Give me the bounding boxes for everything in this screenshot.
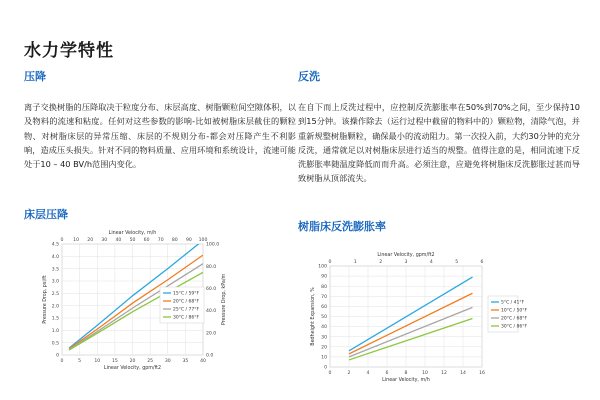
backwash-paragraph: 在自下而上反洗过程中，应控制反洗膨胀率在50%到70%之间，至少保持10到15分钟。该操作除去（运行过程中截留的物料中的）颗粒物，清除气泡，并重新规整树脂颗粒，确保最小的流动阻力。第一次投入前，大约30分钟的充分反洗，通常就足以对树脂床层进行适当的规整。值得注意的是，相同流速下反洗膨胀率随温度降低而而升高。必须注意，应避免将树脂床反洗膨胀过甚而导致树脂从顶部流失。	[298, 102, 580, 184]
y-left-tick-label: 20	[321, 345, 327, 351]
x-bottom-tick-label: 20	[129, 359, 136, 364]
x-top-tick-label: 80	[171, 238, 178, 243]
y-left-tick-label: 4.0	[51, 254, 59, 260]
x-bottom-tick-label: 14	[460, 371, 466, 376]
x-top-tick-label: 100	[198, 238, 208, 243]
y-right-tick-label: 100.0	[206, 242, 220, 248]
x-top-tick-label: 60	[143, 238, 150, 243]
x-bottom-tick-label: 10	[94, 359, 101, 364]
x-bottom-tick-label: 10	[422, 371, 428, 376]
y-left-tick-label: 10	[321, 355, 327, 361]
x-bottom-tick-label: 2	[347, 371, 351, 376]
y-left-tick-label: 30	[321, 335, 327, 341]
y-right-tick-label: 60.0	[206, 287, 217, 292]
x-bottom-tick-label: 6	[385, 371, 389, 376]
pressure-drop-paragraph: 离子交换树脂的压降取决于粒度分布、床层高度、树脂颗粒间空隙体积，以及物料的流速和粘度。任何对这些参数的影响-比如被树脂床层截住的颗粒物、对树脂床层的异常压缩、床层的不规则分布-都会对压降产生不利影响，造成压头损失。针对不同的物料质量、应用环境和系统设计，流速可能处于10 – 40 BV/h范围内变化。	[24, 102, 296, 170]
x-bottom-tick-label: 40	[200, 359, 206, 364]
x-top-tick-label: 3	[404, 260, 408, 265]
x-bottom-tick-label: 15	[111, 359, 118, 364]
y-left-tick-label: 4.5	[51, 242, 59, 248]
x-top-tick-label: 4	[429, 260, 433, 265]
y-left-tick-label: 3.5	[51, 267, 59, 273]
legend-label: 30°C / 86°F	[501, 324, 528, 330]
legend-label: 30°C / 86°F	[173, 315, 200, 321]
y-left-tick-label: 2.5	[51, 291, 59, 297]
x-top-tick-label: 20	[87, 238, 94, 243]
y-left-tick-label: 1.5	[51, 316, 59, 322]
section-heading-pressure-drop: 压降	[24, 70, 46, 83]
y-right-tick-label: 80.0	[206, 264, 217, 270]
legend-label: 20°C / 68°F	[173, 299, 200, 305]
y-right-tick-label: 0.0	[206, 353, 214, 359]
x-top-tick-label: 5	[455, 260, 459, 265]
x-top-tick-label: 0	[328, 260, 332, 265]
legend-label: 25°C / 77°F	[173, 307, 200, 313]
page-title: 水力学特性	[24, 41, 114, 61]
x-bottom-tick-label: 35	[182, 359, 189, 364]
y-left-axis-label: Pressure Drop, psi/ft	[43, 275, 48, 324]
y-left-tick-label: 60	[321, 305, 327, 310]
x-bottom-tick-label: 5	[78, 359, 82, 364]
x-bottom-axis-label: Linear Velocity, gpm/ft2	[103, 366, 162, 371]
pressure-drop-chart	[10, 222, 272, 382]
x-top-tick-label: 40	[115, 238, 122, 243]
y-left-tick-label: 50	[321, 315, 327, 321]
x-bottom-tick-label: 12	[441, 371, 447, 376]
y-left-axis-label: Bedheight Expansion, %	[311, 287, 316, 346]
x-top-tick-label: 6	[480, 260, 484, 265]
legend-label: 15°C / 59°F	[173, 291, 200, 297]
legend-label: 20°C / 68°F	[501, 316, 528, 322]
y-right-tick-label: 40.0	[206, 309, 217, 315]
y-left-tick-label: 0	[56, 353, 59, 359]
y-left-tick-label: 100	[318, 264, 327, 270]
y-left-tick-label: 0	[324, 365, 327, 371]
chart-heading-backwash-expansion: 树脂床反洗膨胀率	[298, 220, 386, 233]
x-bottom-tick-label: 4	[366, 371, 370, 376]
y-left-tick-label: 80	[321, 284, 327, 290]
x-top-tick-label: 0	[60, 238, 64, 243]
x-bottom-tick-label: 30	[164, 359, 171, 364]
y-left-tick-label: 40	[321, 325, 327, 331]
x-top-tick-label: 50	[129, 238, 136, 243]
section-heading-backwash: 反洗	[298, 70, 320, 83]
y-left-tick-label: 1.0	[51, 328, 59, 334]
x-top-axis-label: Linear Velocity, gpm/ft2	[377, 253, 435, 258]
y-right-axis-label: Pressure Drop, kPa/m	[222, 273, 227, 326]
x-bottom-tick-label: 25	[147, 359, 154, 364]
legend-label: 10°C / 50°F	[501, 308, 528, 314]
x-bottom-axis-label: Linear Velocity, m/h	[382, 378, 430, 383]
x-top-tick-label: 10	[73, 238, 80, 243]
y-left-tick-label: 2.0	[51, 304, 59, 310]
x-top-tick-label: 90	[185, 238, 192, 243]
backwash-expansion-chart	[290, 236, 528, 392]
chart-heading-bed-pressure-drop: 床层压降	[24, 208, 68, 221]
y-left-tick-label: 3.0	[51, 279, 59, 285]
x-bottom-tick-label: 0	[328, 371, 332, 376]
x-top-tick-label: 2	[379, 260, 383, 265]
x-bottom-tick-label: 16	[479, 371, 485, 376]
x-bottom-tick-label: 8	[404, 371, 408, 376]
y-left-tick-label: 0.5	[51, 341, 59, 347]
x-bottom-tick-label: 0	[60, 359, 64, 364]
y-left-tick-label: 90	[321, 274, 327, 280]
legend-label: 5°C / 41°F	[501, 300, 525, 306]
y-right-tick-label: 20.0	[206, 331, 217, 337]
x-top-tick-label: 30	[101, 238, 108, 243]
x-top-tick-label: 70	[157, 238, 164, 243]
x-top-tick-label: 1	[353, 260, 357, 265]
x-top-axis-label: Linear Velocity, m/h	[108, 231, 157, 236]
y-left-tick-label: 70	[321, 294, 327, 300]
